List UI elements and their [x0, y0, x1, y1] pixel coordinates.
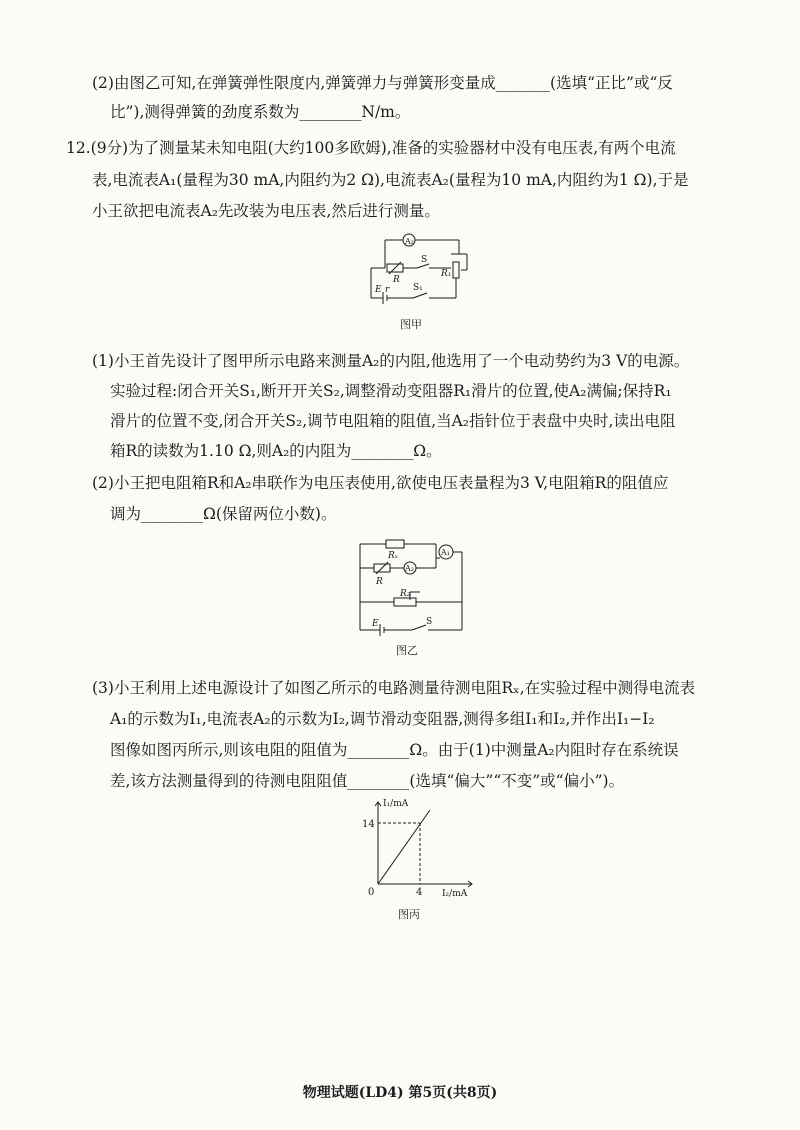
figure-yi-circuit: [350, 534, 470, 640]
fig-jia-label-r1: R₁: [441, 269, 452, 279]
fig-yi-caption: 图乙: [396, 644, 418, 657]
q12-part1-line1: (1)小王首先设计了图甲所示电路来测量A₂的内阻,他选用了一个电动势约为3 V的电源。: [92, 352, 690, 370]
q12-part3-line1: (3)小王利用上述电源设计了如图乙所示的电路测量待测电阻Rₓ,在实验过程中测得电流表: [92, 679, 696, 697]
q11-part2-line1: (2)由图乙可知,在弹簧弹性限度内,弹簧弹力与弹簧形变量成_______(选填“正比”或“反: [92, 74, 673, 92]
q12-part3-line3: 图像如图丙所示,则该电阻的阻值为________Ω。由于(1)中测量A₂内阻时存在系统误: [110, 741, 679, 759]
q12-part3-line2: A₁的示数为I₁,电流表A₂的示数为I₂,调节滑动变阻器,测得多组I₁和I₂,并作出I₁−I₂: [110, 710, 655, 728]
q12-stem-line3: 小王欲把电流表A₂先改装为电压表,然后进行测量。: [92, 202, 440, 220]
fig-bing-y-tick-14: 14: [362, 819, 375, 830]
fig-jia-label-r: R: [393, 275, 400, 285]
q12-part3-line4: 差,该方法测量得到的待测电阻阻值________(选填“偏大”“不变”或“偏小”)。: [110, 772, 625, 790]
fig-jia-label-s1: S₁: [413, 283, 423, 293]
fig-yi-label-a1: A₁: [441, 548, 450, 557]
figure-bing-graph: [350, 796, 480, 900]
q12-part1-line4: 箱R的读数为1.10 Ω,则A₂的内阻为________Ω。: [110, 442, 442, 460]
fig-bing-caption: 图丙: [398, 908, 420, 921]
figure-jia-circuit: [355, 226, 475, 314]
fig-yi-label-a2: A₂: [405, 564, 414, 573]
q12-part2-line1: (2)小王把电阻箱R和A₂串联作为电压表使用,欲使电压表量程为3 V,电阻箱R的阻值应: [92, 474, 669, 492]
fig-jia-label-a2: A₂: [405, 237, 414, 246]
page-footer: 物理试题(LD4) 第5页(共8页): [302, 1085, 498, 1101]
fig-bing-origin: 0: [368, 887, 375, 898]
q12-stem-line2: 表,电流表A₁(量程为30 mA,内阻约为2 Ω),电流表A₂(量程为10 mA,内阻约为1 Ω),于是: [92, 171, 689, 189]
fig-yi-label-rx: Rₓ: [388, 551, 398, 561]
fig-jia-label-er: r: [385, 285, 390, 295]
q12-part1-line2: 实验过程:闭合开关S₁,断开开关S₂,调整滑动变阻器R₁滑片的位置,使A₂满偏;保持R₁: [110, 382, 672, 400]
q12-part2-line2: 调为________Ω(保留两位小数)。: [110, 505, 337, 523]
fig-bing-y-axis-label: I₁/mA: [383, 799, 409, 809]
q12-part1-line3: 滑片的位置不变,闭合开关S₂,调节电阻箱的阻值,当A₂指针位于表盘中央时,读出电阻: [110, 412, 676, 430]
fig-jia-label-s: S: [421, 255, 428, 265]
q11-part2-line2: 比”),测得弹簧的劲度系数为________N/m。: [110, 103, 411, 121]
fig-yi-label-s: S: [426, 617, 433, 627]
fig-yi-label-r: R: [376, 577, 383, 587]
fig-bing-x-tick-4: 4: [416, 887, 423, 898]
fig-yi-label-e: E: [372, 619, 379, 629]
fig-bing-x-axis-label: I₂/mA: [442, 889, 468, 899]
fig-jia-label-e: E: [375, 285, 382, 295]
q12-stem-line1: 12.(9分)为了测量某未知电阻(大约100多欧姆),准备的实验器材中没有电压表,有两个电流: [66, 139, 676, 157]
fig-yi-label-r2: R₂: [400, 589, 411, 599]
fig-jia-caption: 图甲: [400, 318, 422, 331]
